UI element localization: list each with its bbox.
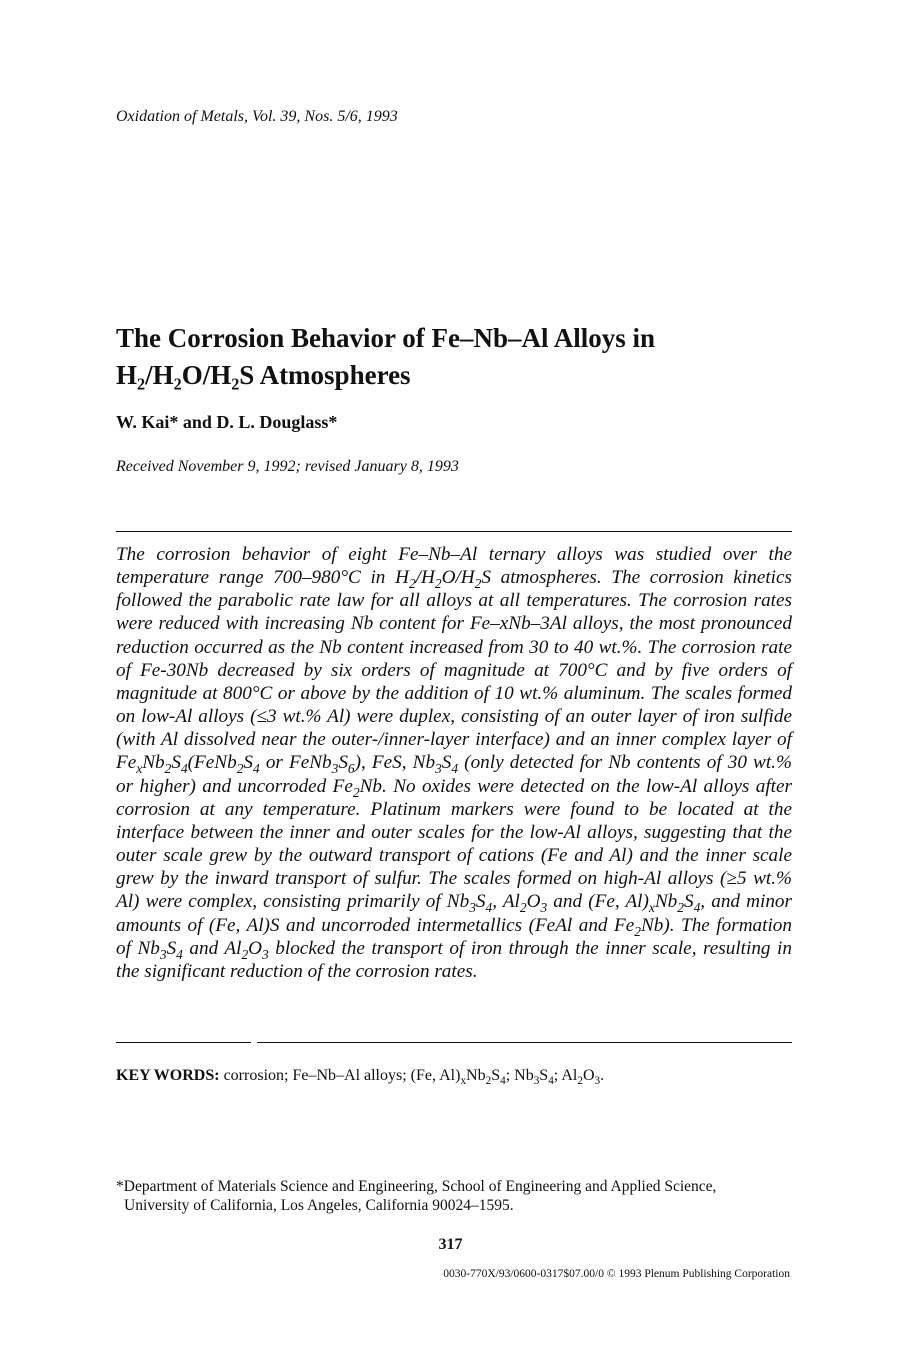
key-words-label: KEY WORDS: [116, 1067, 220, 1084]
title-line-2: H₂/H₂O/H₂S Atmospheres [116, 360, 411, 390]
page-number: 317 [438, 1236, 463, 1253]
journal-citation: Oxidation of Metals, Vol. 39, Nos. 5/6, 1993 [116, 108, 398, 125]
abstract-bottom-rule-left [116, 1042, 251, 1043]
footnote-line-2: University of California, Los Angeles, California 90024–1595. [124, 1197, 514, 1214]
abstract-top-rule [116, 531, 792, 532]
paper-title [116, 320, 816, 394]
affiliation-footnote [116, 1177, 796, 1215]
authors: W. Kai* and D. L. Douglass* [116, 412, 338, 432]
abstract-bottom-rule-right [257, 1042, 792, 1043]
abstract: The corrosion behavior of eight Fe–Nb–Al ternary alloys was studied over the temperature range 700–980°C in $H_2/H_2O/H_2S$ atmospheres. The corrosion kinetics followed the parabolic rate law for all alloys at all temperatures. The corrosion rates were reduced with increasing Nb content for Fe–xNb–3Al alloys, the most pronounced reduction occurred as the Nb content increased from 30 to 40 wt.%. The corrosion rate of Fe-30Nb decreased by six orders of magnitude at 700°C and by five orders of magnitude at 800°C or above by the addition of 10 wt.% aluminum. The scales formed on low-Al alloys (≤3 wt.% Al) were duplex, consisting of an outer layer of iron sulfide (with Al dissolved near the outer-/inner-layer interface) and an inner complex layer of $Fe_xNb_2S_4(FeNb_2S_4$ or $FeNb_3S_6$), FeS, $Nb_3S_4$ (only detected for Nb contents of 30 wt.% or higher) and uncorroded $Fe_2Nb$. No oxides were detected on the low-Al alloys after corrosion at any temperature. Platinum markers were found to be located at the interface between the inner and outer scales for the low-Al alloys, suggesting that the outer scale grew by the outward transport of cations (Fe and Al) and the inner scale grew by the inward transport of sulfur. The scales formed on high-Al alloys (≥5 wt.% Al) were complex, consisting primarily of $Nb_3S_4$, $Al_2O_3$ and (Fe, $Al)_xNb_2S_4$, and minor amounts of (Fe, Al)S and uncorroded intermetallics (FeAl and $Fe_2Nb$). The formation of $Nb_3S_4$ and $Al_2O_3$ blocked the transport of iron through the inner scale, resulting in the significant reduction of the corrosion rates. [116, 544, 792, 982]
title-line-1: The Corrosion Behavior of Fe–Nb–Al Alloys in [116, 323, 656, 353]
received-dates: Received November 9, 1992; revised January 8, 1993 [116, 458, 459, 475]
copyright-line: 0030-770X/93/0600-0317$07.00/0 © 1993 Plenum Publishing Corporation [443, 1268, 790, 1280]
footnote-line-1: *Department of Materials Science and Engineering, School of Engineering and Applied Science, [116, 1178, 717, 1195]
key-words: KEY WORDS: corrosion; Fe–Nb–Al alloys; (Fe, $Al)_xNb_2S_4$; $Nb_3S_4$; $Al_2O_3$. [116, 1067, 605, 1088]
